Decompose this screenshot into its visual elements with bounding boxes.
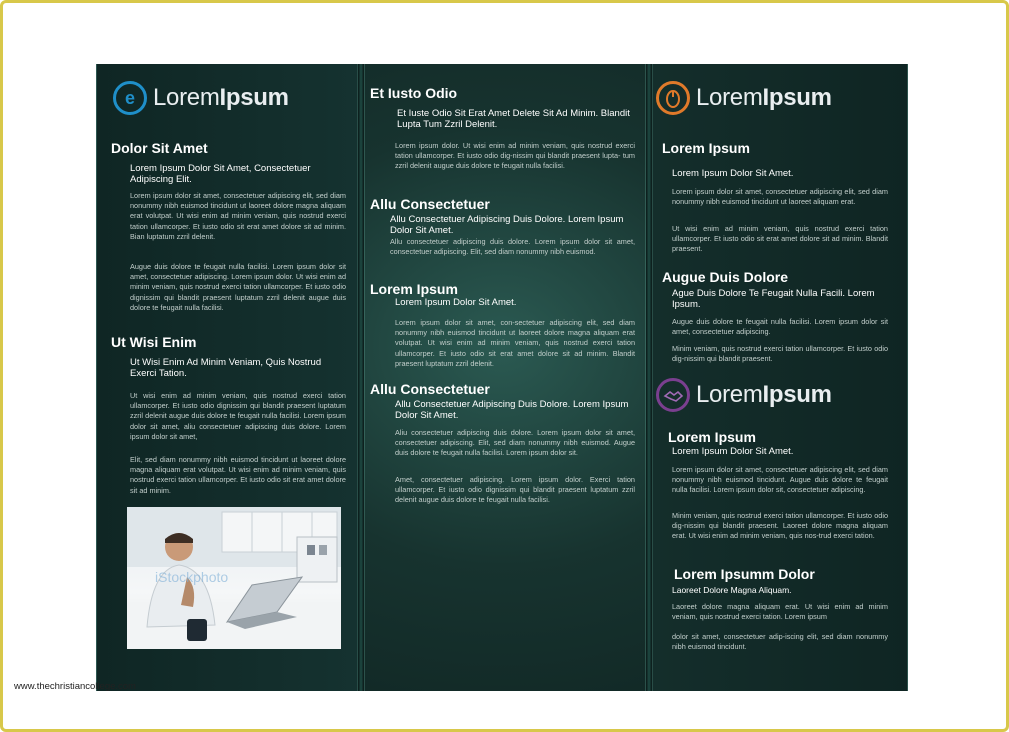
lead-etiusto: Et Iuste Odio Sit Erat Amet Delete Sit Ad Minim. Blandit Lupta Tum Zzril Delenit.: [397, 108, 630, 130]
lead-lorem-mid: Lorem Ipsum Dolor Sit Amet.: [395, 297, 517, 308]
heading-dolor-sit-amet: Dolor Sit Amet: [111, 140, 208, 156]
heading-allu-consectetuer-1: Allu Consectetuer: [370, 196, 490, 212]
body-allu-2-1: Aliu consectetuer adipiscing duis dolore. Lorem ipsum dolor sit amet, consectetuer adipiscing. Elit, sed diam nonummy nibh euismod. Augue duis dolore te feugait nulla facilisi. Lorem ipsum dolor sit.: [395, 428, 635, 458]
logo-left: [113, 81, 289, 115]
office-photo: [127, 507, 341, 649]
lead-augue: Ague Duis Dolore Te Feugait Nulla Facili. Lorem Ipsum.: [672, 288, 875, 310]
body-lorem-right-2b: Minim veniam, quis nostrud exerci tation ullamcorper. Et iusto odio dig-nissim qui blandit praesent. Laoreet dolore magna aliquam erat. Ut wisi enim ad minim veniam, quis nos-trud exerci tation.: [672, 511, 888, 541]
body-augue-1: Augue duis dolore te feugait nulla facilisi. Lorem ipsum dolor sit amet, consectetuer adipiscing.: [672, 317, 888, 337]
watermark-text: iStockphoto: [155, 569, 229, 585]
heading-lorem-ipsum-right-1: Lorem Ipsum: [662, 140, 750, 156]
body-dolor-2: Augue duis dolore te feugait nulla facilisi. Lorem ipsum dolor sit amet, consectetuer adipiscing. Lorem ipsum dolor. Ut wisi enim ad minim veniam, quis nostrud exerci tation ullamcorper. Et iusto odio dignissim qui blandit praesent luptatum zzril delenit augue duis dolore te feugait nulla facilisi.: [130, 262, 346, 312]
body-lorem-right-1a: Lorem ipsum dolor sit amet, consectetuer adipiscing elit, sed diam nonummy nibh euismod tincidunt ut laoreet aliquam erat.: [672, 187, 888, 207]
logo-right-mid: [656, 378, 832, 412]
body-allu-2-2: Amet, consectetuer adipiscing. Lorem ipsum dolor. Exerci tation ullamcorper. Et iusto odio dignissim qui blandit praesent luptatum zzril delenit augue duis dolore te feugait nulla facilisi.: [395, 475, 635, 505]
lead-lorem-right-2: Lorem Ipsum Dolor Sit Amet.: [672, 446, 794, 457]
body-lorem-mid: Lorem ipsum dolor sit amet, con-sectetuer adipiscing elit, sed diam nonummy nibh euismod tincidunt ut laoreet dolore magna aliquam erat volutpat. Ut wisi enim ad minim veniam, quis nostrud exerci tation ullamcorper. Et iusto odio sit erat amet dolore sit ad minim. Blandit praesent luptatum zzril delenit.: [395, 318, 635, 368]
heading-augue-duis-dolore: Augue Duis Dolore: [662, 269, 789, 285]
lead-allu-1: Allu Consectetuer Adipiscing Duis Dolore. Lorem Ipsum Dolor Sit Amet.: [390, 214, 624, 236]
body-wisi-1: Ut wisi enim ad minim veniam, quis nostrud exerci tation ullamcorper. Et iusto odio dignissim qui blandit praesent luptatum zzril delenit augue duis dolore te feugait nulla facilisi. Lorem ipsum dolor sit amet, aliu consectetuer adipiscing duis dolore. Lorem ipsum dolor sit amet,: [130, 391, 346, 441]
heading-et-iusto-odio: Et Iusto Odio: [370, 85, 458, 101]
body-augue-2: Minim veniam, quis nostrud exerci tation ullamcorper. Et iusto odio dig-nissim qui blandit praesent.: [672, 344, 888, 364]
watermark-url: www.thechristiancollege.com: [14, 681, 136, 692]
lead-dolor: Lorem Ipsum Dolor Sit Amet, Consectetuer Adipiscing Elit.: [130, 163, 311, 185]
body-etiusto: Lorem ipsum dolor. Ut wisi enim ad minim veniam, quis nostrud exerci tation ullamcorper. Et iusto odio dig-nissim qui blandit praesent lupta- tum zzril delenit augue duis dolore te feugait nulla facilisi.: [395, 141, 635, 171]
logo-text: LoremIpsum: [696, 381, 832, 408]
body-lorem-right-1b: Ut wisi enim ad minim veniam, quis nostrud exerci tation ullamcorper. Et iusto odio sit erat amet dolore sit ad minim. Blandit praesent.: [672, 224, 888, 254]
lead-wisi: Ut Wisi Enim Ad Minim Veniam, Quis Nostrud Exerci Tation.: [130, 357, 322, 379]
heading-lorem-ipsum-right-2: Lorem Ipsum: [668, 429, 756, 445]
body-allu-1: Allu consectetuer adipiscing duis dolore. Lorem ipsum dolor sit amet, consectetuer adipiscing. Elit, sed diam nonummy nibh euismod.: [390, 237, 635, 257]
heading-allu-consectetuer-2: Allu Consectetuer: [370, 381, 490, 397]
body-loremumm-2: dolor sit amet, consectetuer adip-iscing elit, sed diam nonummy nibh euismod tincidunt.: [672, 632, 888, 652]
body-lorem-right-2a: Lorem ipsum dolor sit amet, consectetuer adipiscing elit, sed diam nonummy nibh euismod tincidunt. Augue duis dolore te feugait nulla facilisi. Lorem ipsum dolor sit, consectetuer adipiscing.: [672, 465, 888, 495]
handshake-icon: [656, 378, 690, 412]
logo-text: LoremIpsum: [153, 84, 289, 111]
heading-lorem-ipsumm-dolor: Lorem Ipsumm Dolor: [674, 566, 815, 582]
body-wisi-2: Elit, sed diam nonummy nibh euismod tincidunt ut laoreet dolore magna aliquam erat volutpat. Ut wisi enim ad minim veniam, quis nostrud exerci tation ullamcorper. Et iusto odio sit erat amet dolore sit ad minim.: [130, 455, 346, 495]
logo-right-top: [656, 81, 832, 115]
heading-lorem-ipsum-mid: Lorem Ipsum: [370, 281, 458, 297]
svg-text:e: e: [124, 88, 136, 108]
lead-lorem-right-1: Lorem Ipsum Dolor Sit Amet.: [672, 168, 794, 179]
e-logo-icon: [113, 81, 147, 115]
mouse-icon: [656, 81, 690, 115]
body-loremumm-1: Laoreet dolore magna aliquam erat. Ut wisi enim ad minim veniam, quis nostrud exerci tation. Lorem ipsum: [672, 602, 888, 622]
lead-loremumm: Laoreet Dolore Magna Aliquam.: [672, 585, 792, 595]
heading-ut-wisi-enim: Ut Wisi Enim: [111, 334, 197, 350]
lead-allu-2: Allu Consectetuer Adipiscing Duis Dolore. Lorem Ipsum Dolor Sit Amet.: [395, 399, 629, 421]
logo-text: LoremIpsum: [696, 84, 832, 111]
body-dolor-1: Lorem ipsum dolor sit amet, consectetuer adipiscing elit, sed diam nonummy nibh euismod tincidunt ut laoreet dolore magna aliquam erat volutpat. Ut wisi enim ad minim veniam, quis nostrud exerci tation ullamcorper. Et iusto odio sit erat amet dolore sit ad minim. Bian luptatum zzril delenit.: [130, 191, 346, 241]
